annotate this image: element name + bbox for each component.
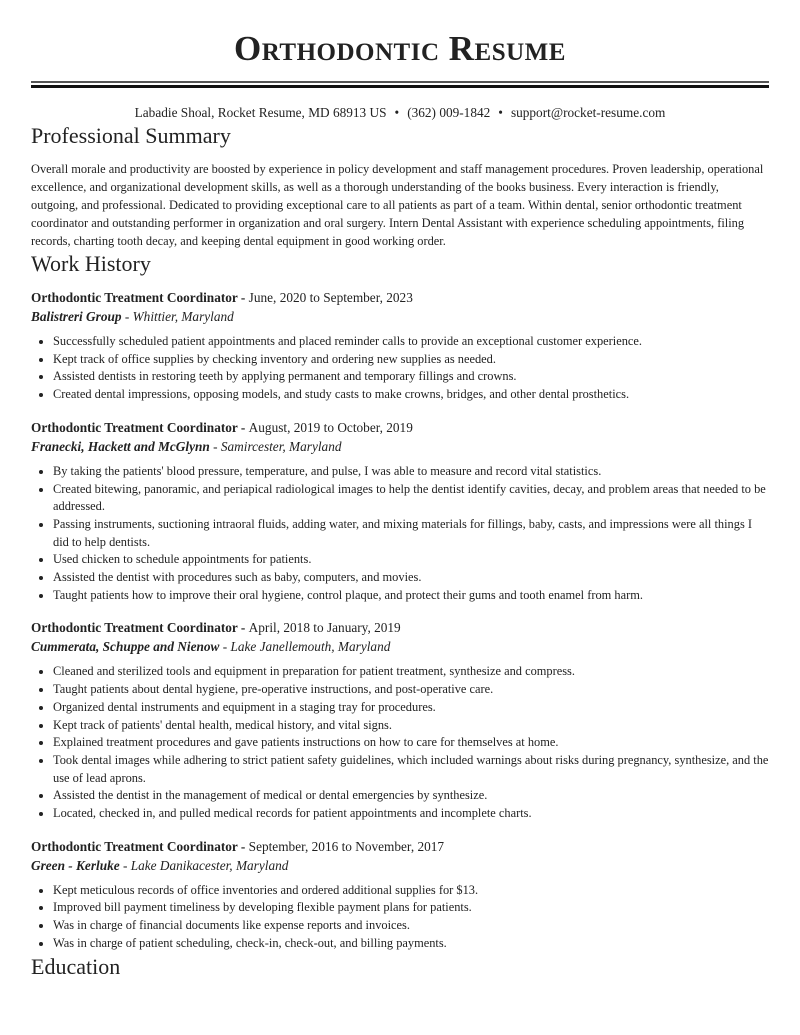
job-bullets [31,333,769,404]
company-name: Cummerata, Schuppe and Nienow [31,639,220,655]
bullet-item: • Created bitewing, panoramic, and periapical radiological images to help the dentist identify cavities, decay, and problem areas that needed to be addressed. [53,481,769,516]
header-divider [31,81,769,88]
bullet-item: • Cleaned and sterilized tools and equipment in preparation for patient treatment, synthesize and compress. [53,663,769,681]
job-title-line: Orthodontic Treatment Coordinator - April, 2018 to January, 2019 [31,620,401,636]
section-heading-summary: Professional Summary [31,123,231,148]
company-name: Franecki, Hackett and McGlynn [31,438,210,454]
section-heading-work-history: Work History [31,251,151,276]
job-dates: June, 2020 to September, 2023 [248,290,413,305]
job-dates: August, 2019 to October, 2019 [248,419,413,435]
bullet-item: • Used chicken to schedule appointments for patients. [53,551,769,569]
bullet-item: • Located, checked in, and pulled medical records for patient appointments and incomplete charts. [53,805,769,823]
bullet-item: • Created dental impressions, opposing models, and study casts to make crowns, bridges, and other dental prosthetics. [53,386,769,404]
bullet-item: • Passing instruments, suctioning intraoral fluids, adding water, and mixing materials for fillings, baby, casts, and impressions were all things I did to help dentists. [53,516,769,551]
company-line: Cummerata, Schuppe and Nienow - Lake Janellemouth, Maryland [31,639,391,655]
bullet-item: • Assisted the dentist with procedures such as baby, computers, and movies. [53,569,769,587]
job-bullets [31,463,769,605]
contact-address: Labadie Shoal, Rocket Resume, MD 68913 US [134,105,387,120]
job-dates: September, 2016 to November, 2017 [248,838,445,854]
job-title: Orthodontic Treatment Coordinator [31,290,238,305]
company-location: Whittier, Maryland [132,309,234,324]
job-title-line: Orthodontic Treatment Coordinator - June, 2020 to September, 2023 [31,290,413,305]
job-title-line: Orthodontic Treatment Coordinator - August, 2019 to October, 2019 [31,419,413,435]
company-location: Lake Janellemouth, Maryland [230,639,391,655]
job-bullets [31,663,769,822]
job-title: Orthodontic Treatment Coordinator [31,419,238,435]
company-line: Franecki, Hackett and McGlynn - Samircester, Maryland [31,438,342,454]
contact-phone: (362) 009-1842 [407,105,491,120]
job-title: Orthodontic Treatment Coordinator [31,620,238,636]
bullet-separator: • [498,105,503,120]
bullet-item: • Assisted dentists in restoring teeth by applying permanent and temporary fillings and crowns. [53,368,769,386]
bullet-item: • Kept track of patients' dental health, medical history, and vital signs. [53,717,769,735]
bullet-item: • Was in charge of financial documents like expense reports and invoices. [53,917,769,935]
company-location: Lake Danikacester, Maryland [130,857,289,873]
bullet-separator: • [394,105,400,120]
company-line: Green - Kerluke - Lake Danikacester, Maryland [31,857,289,873]
bullet-item: • Organized dental instruments and equipment in a staging tray for procedures. [53,699,769,717]
job-dates: April, 2018 to January, 2019 [248,620,401,636]
job-title-line: Orthodontic Treatment Coordinator - September, 2016 to November, 2017 [31,838,445,854]
section-heading-education: Education [31,953,121,979]
contact-email: support@rocket-resume.com [510,105,666,120]
bullet-item: • Improved bill payment timeliness by developing flexible payment plans for patients. [53,899,769,917]
job-entry [31,618,769,822]
company-name: Green - Kerluke [31,857,120,873]
job-title: Orthodontic Treatment Coordinator [31,838,238,854]
job-entry [31,418,769,605]
resume-title: Orthodontic Resume [234,29,566,68]
bullet-item: • Kept meticulous records of office inventories and ordered additional supplies for $13. [53,882,769,900]
job-bullets [31,882,769,953]
job-entry [31,837,769,953]
bullet-item: • Taught patients how to improve their oral hygiene, control plaque, and protect their gums and tooth enamel from harm. [53,587,769,605]
bullet-item: • Successfully scheduled patient appointments and placed reminder calls to provide an exceptional customer experience. [53,333,769,351]
divider-thick-line [31,85,769,88]
bullet-item: • Assisted the dentist in the management of medical or dental emergencies by synthesize. [53,787,769,805]
bullet-item: • Was in charge of patient scheduling, check-in, check-out, and billing payments. [53,935,769,953]
summary-text: Overall morale and productivity are boosted by experience in policy development and staff management procedures. Proven leadership, operational excellence, and organizational development skills, as well as a thorough understanding of the books business. Every interaction is friendly, outgoing, and professional. Dedicated to providing exceptional care to all patients as part of a team. Within dental, senior orthodontic treatment coordinator and outstanding performer in organization and oral surgery. Intern Dental Assistant with experience scheduling appointments, filing records, charting tooth decay, and keeping dental equipment in good working order. [31,162,764,248]
contact-line [31,104,769,122]
company-line: Balistreri Group - Whittier, Maryland [31,309,234,324]
company-name: Balistreri Group [31,309,122,324]
bullet-item: • Kept track of office supplies by checking inventory and ordering new supplies as needed. [53,351,769,369]
bullet-item: • By taking the patients' blood pressure, temperature, and pulse, I was able to measure and record vital statistics. [53,463,769,481]
bullet-item: • Explained treatment procedures and gave patients instructions on how to care for themselves at home. [53,734,769,752]
job-entry [31,288,769,404]
bullet-item: • Taught patients about dental hygiene, pre-operative instructions, and post-operative care. [53,681,769,699]
company-location: Samircester, Maryland [220,438,342,454]
bullet-item: • Took dental images while adhering to strict patient safety guidelines, which included warnings about risks during pregnancy, synthesize, and the use of lead aprons. [53,752,769,787]
